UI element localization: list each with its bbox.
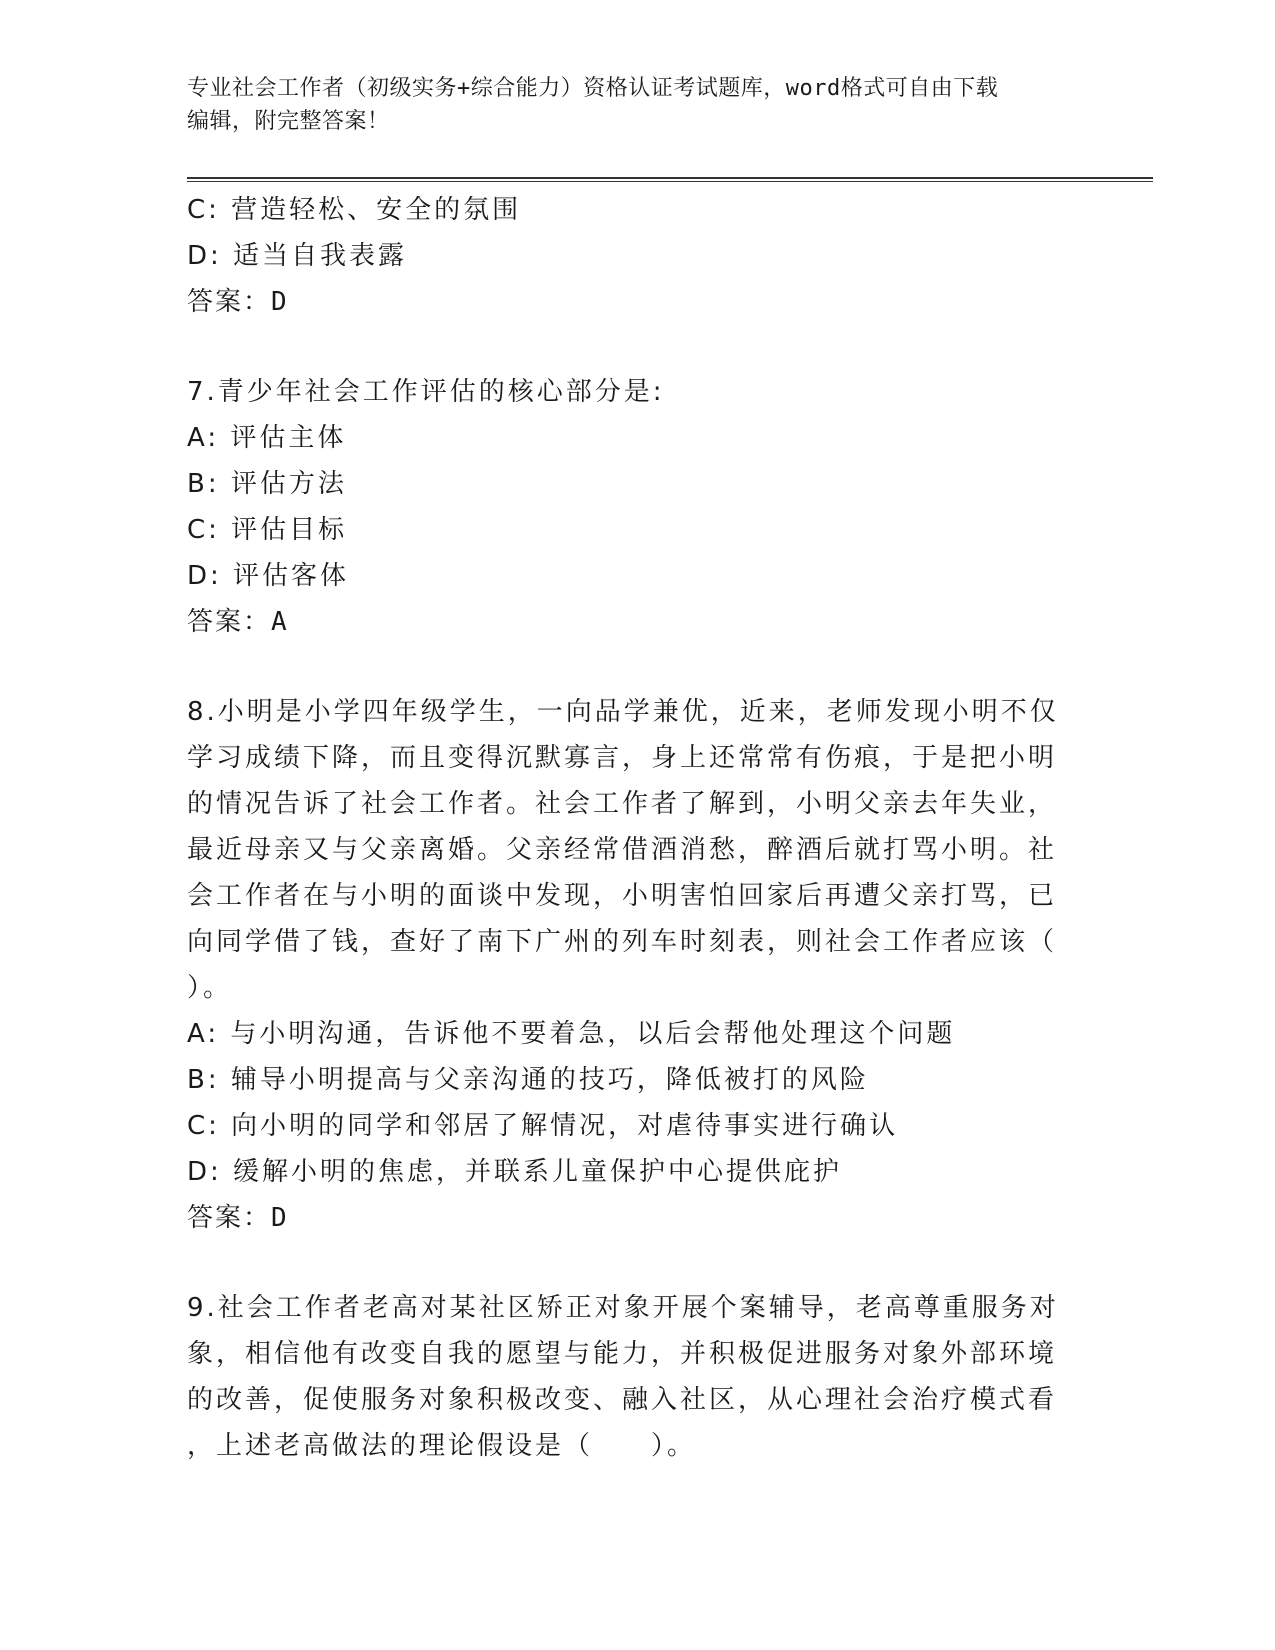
option-b: B: 辅导小明提高与父亲沟通的技巧，降低被打的风险: [187, 1065, 869, 1095]
header-title-line-1: 专业社会工作者（初级实务+综合能力）资格认证考试题库，word格式可自由下载: [187, 76, 999, 101]
answer-label: 答案：D: [187, 287, 289, 317]
question-stem-line: 会工作者在与小明的面谈中发现，小明害怕回家后再遭父亲打骂，已: [187, 881, 1058, 911]
question-7: [187, 369, 1107, 645]
question-8: [187, 689, 1107, 1241]
question-stem-line: 的改善，促使服务对象积极改变、融入社区，从心理社会治疗模式看: [187, 1385, 1058, 1415]
spacer: [187, 1241, 1107, 1285]
answer-label: 答案：A: [187, 607, 289, 637]
option-a: A: 与小明沟通，告诉他不要着急，以后会帮他处理这个问题: [187, 1019, 956, 1049]
option-c: C: 评估目标: [187, 515, 348, 545]
answer-label: 答案：D: [187, 1203, 289, 1233]
option-d: D: 适当自我表露: [187, 241, 408, 271]
header-title-line-2: 编辑，附完整答案！: [187, 109, 390, 134]
question-content: [187, 187, 1107, 1469]
question-stem: 7.青少年社会工作评估的核心部分是:: [187, 377, 665, 407]
question-stem-line: 8.小明是小学四年级学生，一向品学兼优，近来，老师发现小明不仅: [187, 697, 1059, 727]
page-header: [187, 72, 1087, 138]
spacer: [187, 645, 1107, 689]
question-9: [187, 1285, 1107, 1469]
question-stem-line: 9.社会工作者老高对某社区矫正对象开展个案辅导，老高尊重服务对: [187, 1293, 1059, 1323]
question-stem-line: 象，相信他有改变自我的愿望与能力，并积极促进服务对象外部环境: [187, 1339, 1058, 1369]
option-c: C: 营造轻松、安全的氛围: [187, 195, 522, 225]
option-b: B: 评估方法: [187, 469, 347, 499]
option-a: A: 评估主体: [187, 423, 347, 453]
option-c: C: 向小明的同学和邻居了解情况，对虐待事实进行确认: [187, 1111, 899, 1141]
header-divider: [187, 177, 1153, 182]
question-stem-line: 最近母亲又与父亲离婚。父亲经常借酒消愁，醉酒后就打骂小明。社: [187, 835, 1058, 865]
option-d: D: 评估客体: [187, 561, 350, 591]
question-stem-line: ，上述老高做法的理论假设是（ ）。: [187, 1431, 697, 1461]
question-stem-line: 学习成绩下降，而且变得沉默寡言，身上还常常有伤痕，于是把小明: [187, 743, 1058, 773]
option-d: D: 缓解小明的焦虑，并联系儿童保护中心提供庇护: [187, 1157, 843, 1187]
question-6-continuation: [187, 187, 1107, 325]
question-stem-line: ）。: [187, 973, 233, 1003]
question-stem-line: 向同学借了钱，查好了南下广州的列车时刻表，则社会工作者应该（: [187, 927, 1058, 957]
question-stem-line: 的情况告诉了社会工作者。社会工作者了解到，小明父亲去年失业，: [187, 789, 1058, 819]
spacer: [187, 325, 1107, 369]
